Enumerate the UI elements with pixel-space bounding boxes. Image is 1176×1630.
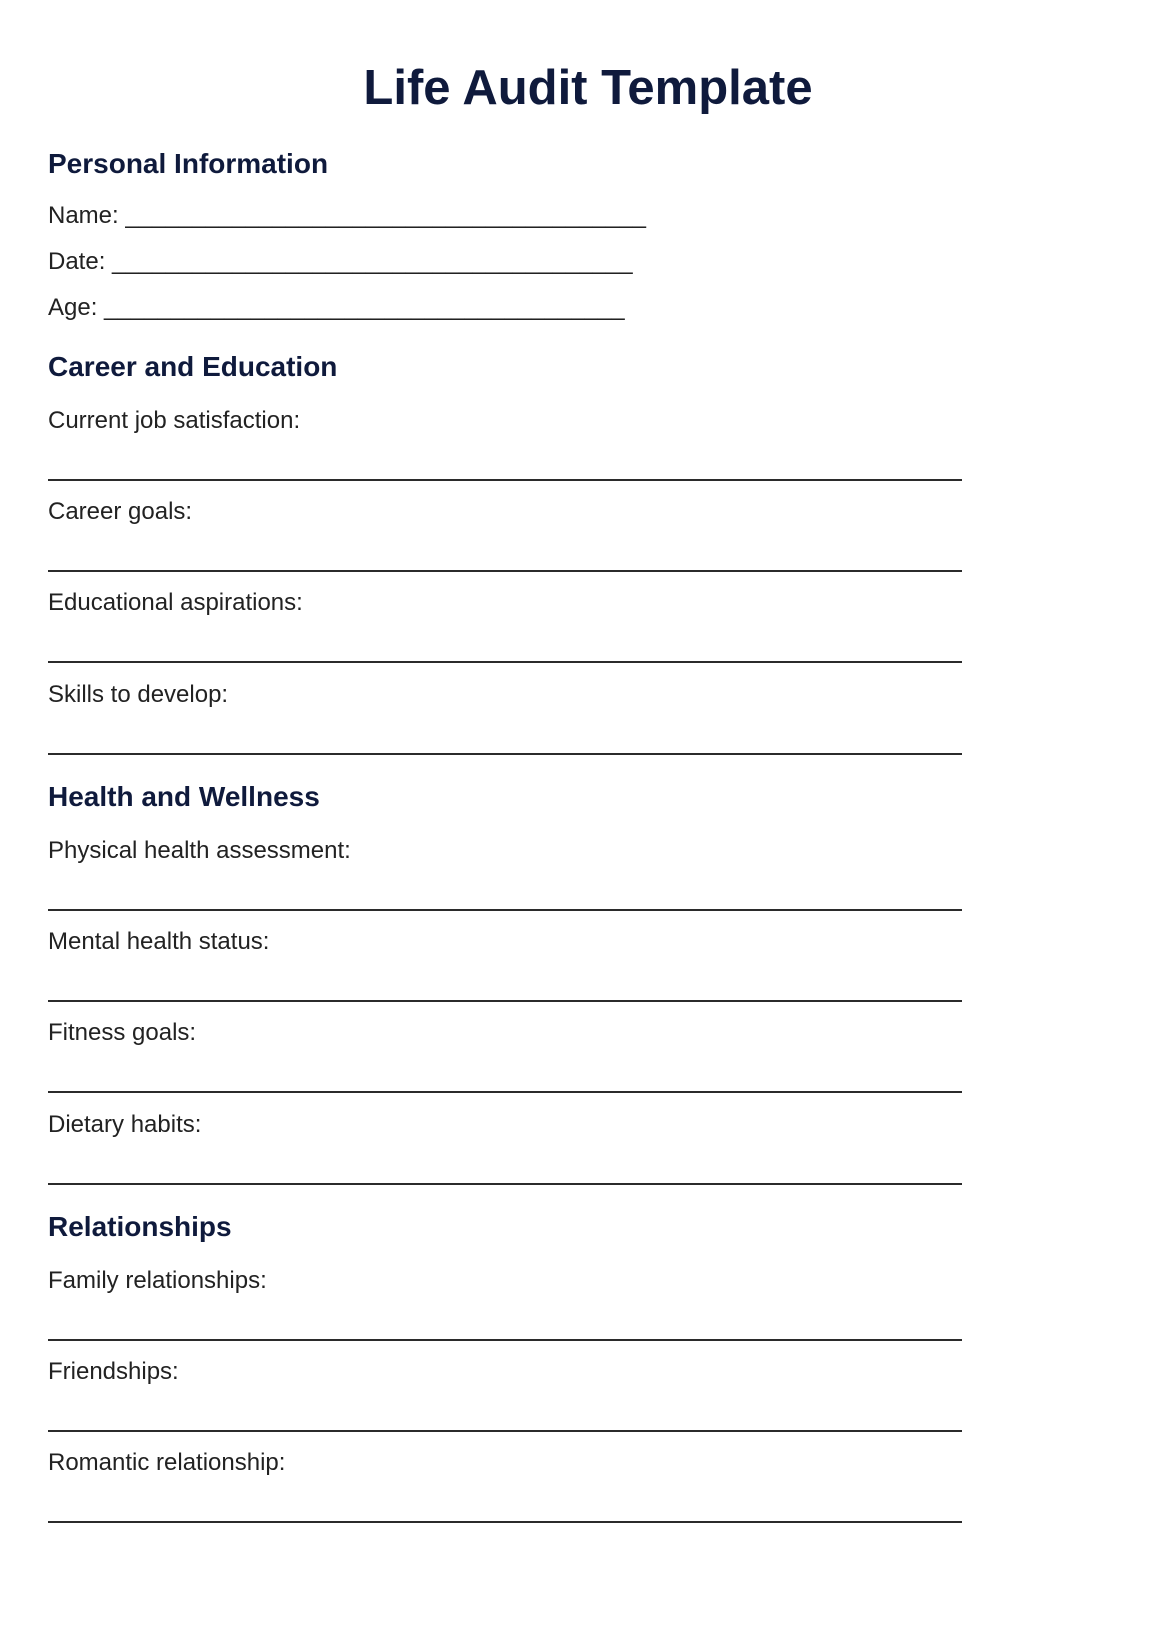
date-field[interactable]: Date: _______________________________________ bbox=[48, 248, 633, 275]
answer-line-current-job-satisfaction[interactable] bbox=[48, 479, 962, 481]
prompt-educational-aspirations: Educational aspirations: bbox=[48, 589, 303, 616]
prompt-dietary-habits: Dietary habits: bbox=[48, 1111, 202, 1138]
answer-line-dietary-habits[interactable] bbox=[48, 1183, 962, 1185]
prompt-skills-to-develop: Skills to develop: bbox=[48, 681, 229, 708]
prompt-career-goals: Career goals: bbox=[48, 498, 193, 525]
answer-line-friendships[interactable] bbox=[48, 1430, 962, 1432]
answer-line-educational-aspirations[interactable] bbox=[48, 661, 962, 663]
age-field[interactable]: Age: _______________________________________ bbox=[48, 294, 625, 321]
prompt-physical-health-assessment: Physical health assessment: bbox=[48, 837, 351, 864]
prompt-current-job-satisfaction: Current job satisfaction: bbox=[48, 407, 301, 434]
name-field[interactable]: Name: _______________________________________ bbox=[48, 202, 646, 229]
answer-line-mental-health-status[interactable] bbox=[48, 1000, 962, 1002]
section-heading-personal-information: Personal Information bbox=[48, 148, 329, 179]
answer-line-family-relationships[interactable] bbox=[48, 1339, 962, 1341]
prompt-fitness-goals: Fitness goals: bbox=[48, 1019, 197, 1046]
prompt-friendships: Friendships: bbox=[48, 1358, 179, 1385]
section-heading-career-education: Career and Education bbox=[48, 351, 338, 382]
answer-line-career-goals[interactable] bbox=[48, 570, 962, 572]
prompt-romantic-relationship: Romantic relationship: bbox=[48, 1449, 286, 1476]
answer-line-fitness-goals[interactable] bbox=[48, 1091, 962, 1093]
answer-line-romantic-relationship[interactable] bbox=[48, 1521, 962, 1523]
answer-line-physical-health-assessment[interactable] bbox=[48, 909, 962, 911]
section-heading-relationships: Relationships bbox=[48, 1211, 232, 1242]
section-heading-health-wellness: Health and Wellness bbox=[48, 781, 320, 812]
answer-line-skills-to-develop[interactable] bbox=[48, 753, 962, 755]
page-title: Life Audit Template bbox=[363, 61, 813, 115]
prompt-family-relationships: Family relationships: bbox=[48, 1267, 267, 1294]
prompt-mental-health-status: Mental health status: bbox=[48, 928, 270, 955]
